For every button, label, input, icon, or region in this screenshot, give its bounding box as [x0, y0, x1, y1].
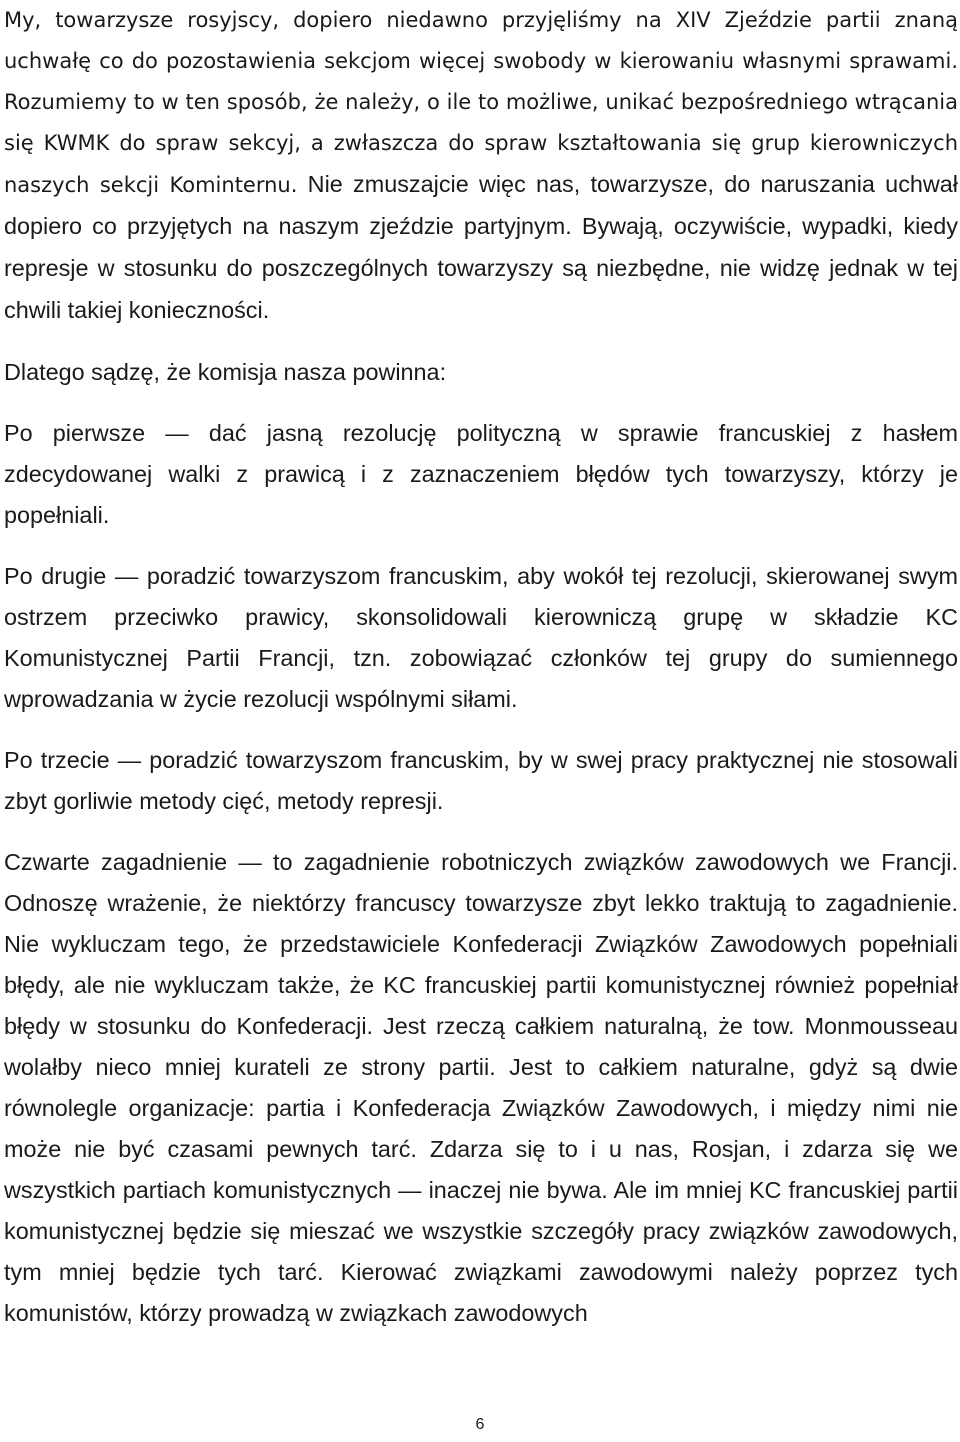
paragraph-1-part-c: Bywają, oczywiście, wypadki, kiedy represje w stosunku do poszczególnych towarzyszy są niezbędne, nie widzę jednak w tej chwili takiej konieczności.	[4, 213, 958, 323]
spacer	[4, 822, 958, 842]
paragraph-6: Czwarte zagadnienie ― to zagadnienie robotniczych związków zawodowych we Francji. Odnoszę wrażenie, że niektórzy francuscy towarzysze zbyt lekko traktują to zagadnienie. Nie wykluczam tego, że przedstawiciele Konfederacji Związków Zawodowych popełniali błędy, ale nie wykluczam także, że KC francuskiej partii komunistycznej również popełniał błędy w stosunku do Konfederacji. Jest rzeczą całkiem naturalną, że tow. Monmousseau wolałby nieco mniej kurateli ze strony partii. Jest to całkiem naturalne, gdyż są dwie równolegle organizacje: partia i Konfederacja Związków Zawodowych, i między nimi nie może nie być czasami pewnych tarć. Zdarza się to i u nas, Rosjan, i zdarza się we wszystkich partiach komunistycznych ― inaczej nie bywa. Ale im mniej KC francuskiej partii komunistycznej będzie się mieszać we wszystkie szczegóły pracy związków zawodowych, tym mniej będzie tych tarć. Kierować związkami zawodowymi należy poprzez tych komunistów, którzy prowadzą w związkach zawodowych	[4, 849, 958, 1326]
spacer	[4, 720, 958, 740]
paragraph-1	[4, 0, 958, 332]
spacer	[4, 536, 958, 556]
paragraph-1-part-a: My, towarzysze rosyjscy, dopiero niedawno przyjęliśmy na XIV Zjeździe partii znaną uchwałę co do pozostawienia sekcjom więcej swobody w kierowaniu własnymi sprawami. Rozumiemy to w ten sposób, że należy, o ile to możliwe, unikać bezpośredniego wtrącania się KWMK do spraw sekcyj, a zwłaszcza do spraw kształtowania się grup kierowniczych naszych sekcji Kominternu.	[4, 8, 958, 197]
paragraph-1-part-b: Nie zmuszajcie więc nas, towarzysze, do naruszania uchwał dopiero co przyjętych na naszym zjeździe partyjnym.	[4, 171, 958, 239]
paragraph-3: Po pierwsze ― dać jasną rezolucję polityczną w sprawie francuskiej z hasłem zdecydowanej walki z prawicą i z zaznaczeniem błędów tych towarzyszy, którzy je popełniali.	[4, 420, 958, 528]
document-page	[4, 0, 958, 1334]
page-number: 6	[475, 1416, 485, 1433]
spacer	[4, 332, 958, 352]
spacer	[4, 393, 958, 413]
paragraph-5: Po trzecie ― poradzić towarzyszom francuskim, by w swej pracy praktycznej nie stosowali zbyt gorliwie metody cięć, metody represji.	[4, 747, 958, 814]
paragraph-2: Dlatego sądzę, że komisja nasza powinna:	[4, 359, 447, 385]
paragraph-4: Po drugie ― poradzić towarzyszom francuskim, aby wokół tej rezolucji, skierowanej swym ostrzem przeciwko prawicy, skonsolidowali kierowniczą grupę w składzie KC Komunistycznej Partii Francji, tzn. zobowiązać członków tej grupy do sumiennego wprowadzania w życie rezolucji wspólnymi siłami.	[4, 563, 958, 712]
